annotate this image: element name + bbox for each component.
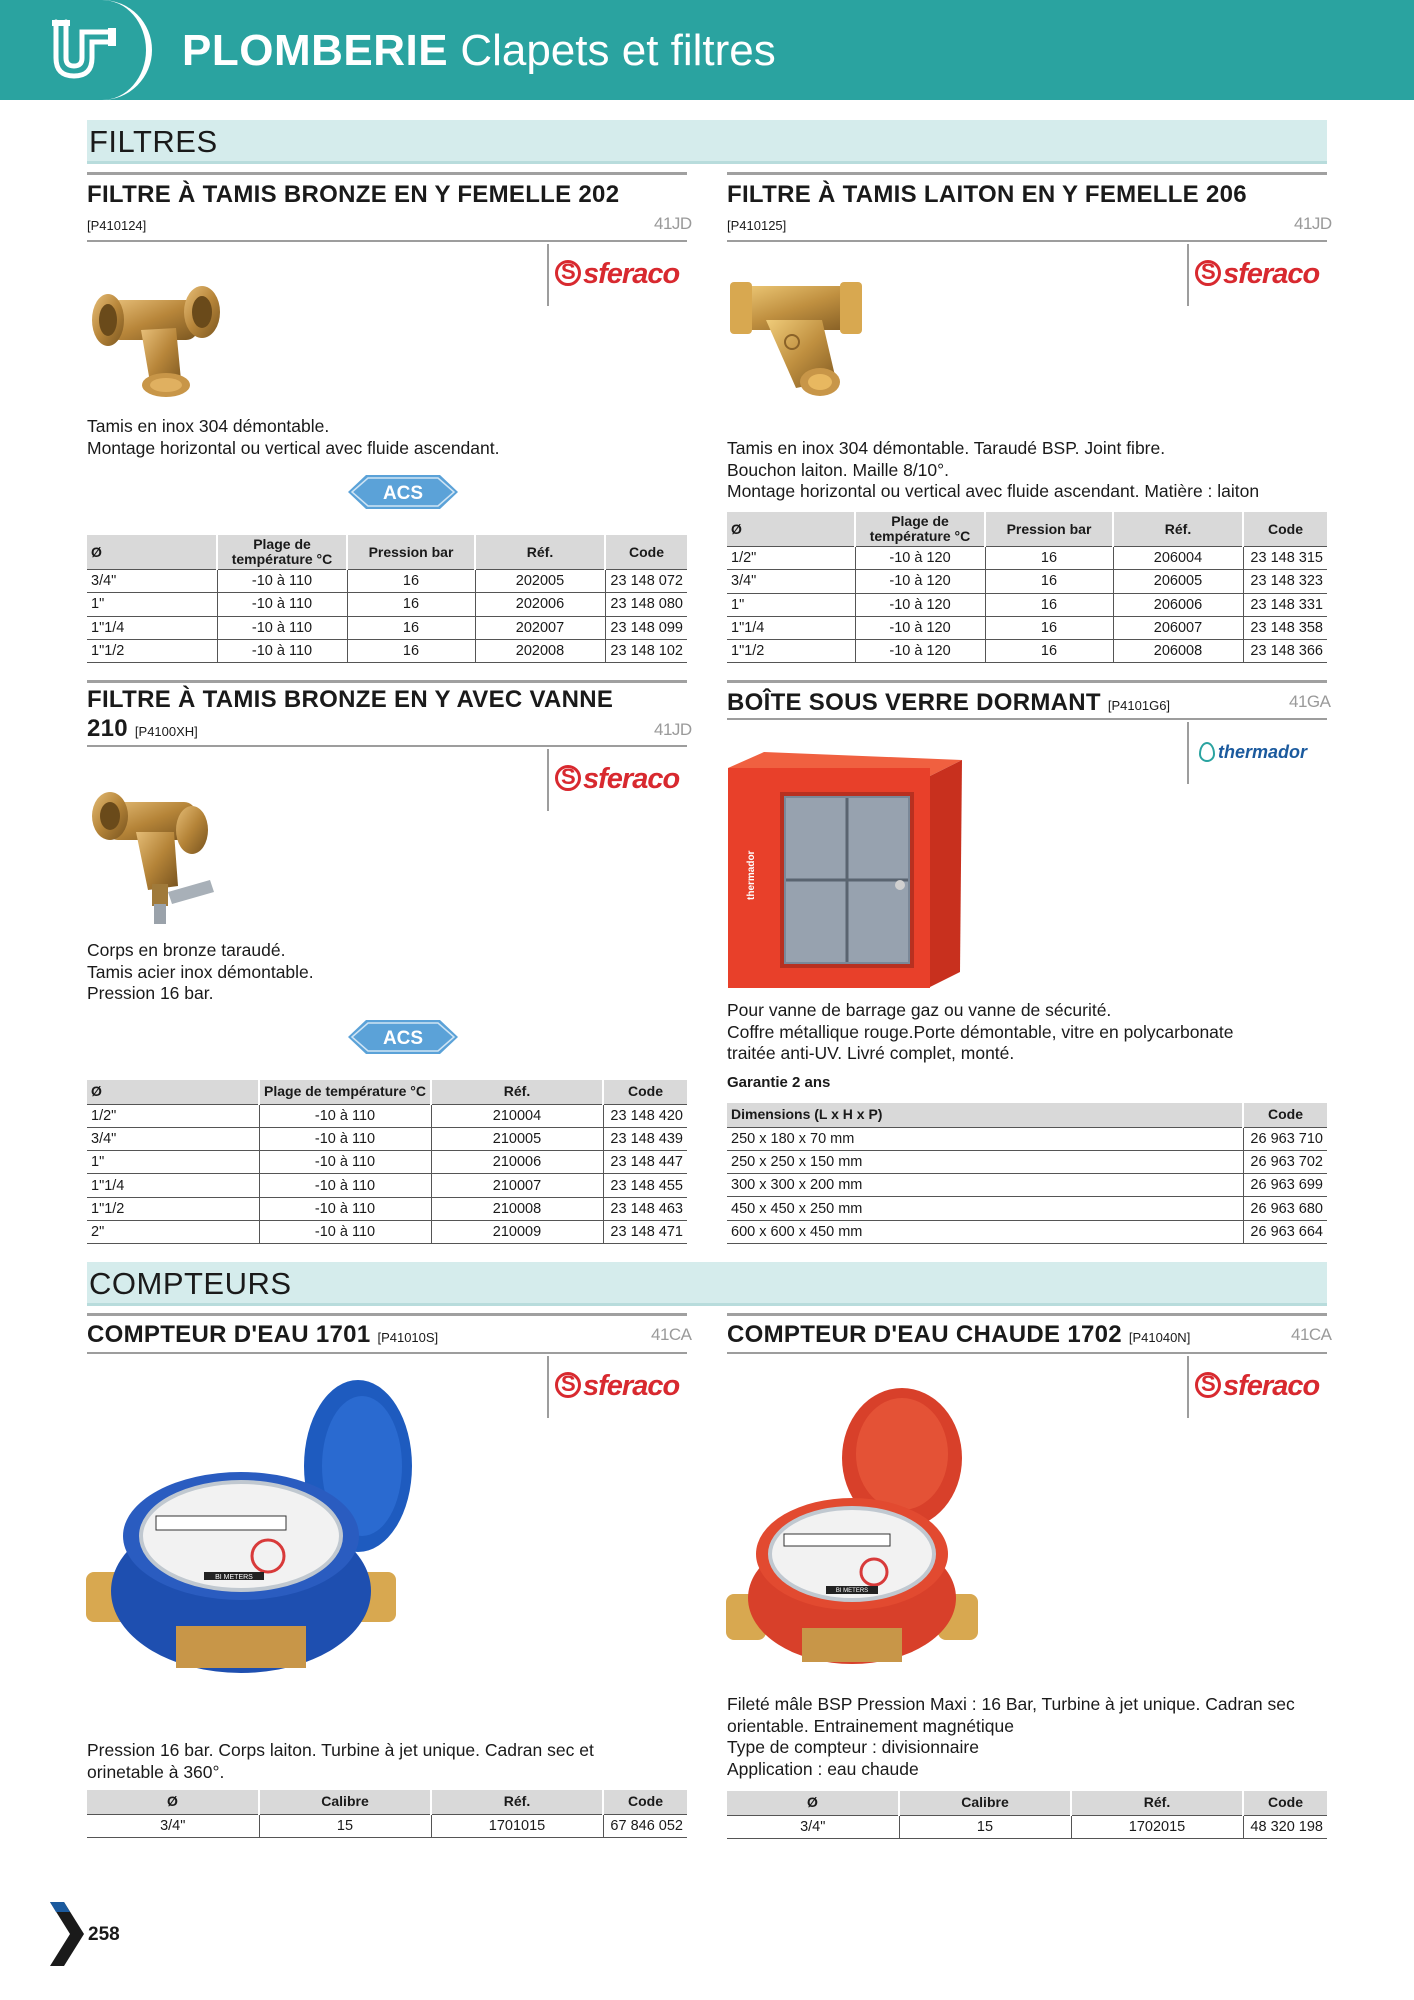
sferaco-logo-icon (1195, 1372, 1221, 1398)
sferaco-logo-icon (1195, 260, 1221, 286)
product-ref-206: [P410125] (727, 218, 787, 233)
spec-table-1702 (727, 1791, 1327, 1839)
table-row: 1"1/2 -10 à 110 210008 23 148 463 (87, 1197, 687, 1220)
table-header-row (87, 535, 687, 570)
rule (727, 1352, 1327, 1354)
rule (727, 240, 1327, 242)
product-desc-206: Tamis en inox 304 démontable. Taraudé BSP. Joint fibre. Bouchon laiton. Maille 8/10°. Montage horizontal ou vertical avec fluide ascendant. Matière : laiton (727, 438, 1260, 501)
col-header: Ø (87, 1080, 259, 1104)
col-header: Réf. (475, 535, 605, 570)
product-title-1701: COMPTEUR D'EAU 1701 [P41010S] (87, 1321, 439, 1348)
col-header: Ø (87, 1790, 259, 1814)
col-header: Plage de température °C (259, 1080, 431, 1104)
product-cat-210: 41JD (654, 720, 692, 739)
product-title-boite: BOÎTE SOUS VERRE DORMANT [P4101G6] (727, 689, 1171, 716)
product-desc-boite: Pour vanne de barrage gaz ou vanne de sécurité. Coffre métallique rouge.Porte démontable, vitre en polycarbonate traitée anti-UV. Livré complet, monté. (727, 1000, 1234, 1063)
guarantee-label: Garantie 2 ans (727, 1074, 831, 1091)
col-header: Ø (727, 512, 855, 547)
table-row: 250 x 180 x 70 mm 26 963 710 (727, 1127, 1327, 1150)
title-light: Clapets et filtres (460, 26, 776, 75)
spec-table-206 (727, 512, 1327, 663)
table-row: 300 x 300 x 200 mm 26 963 699 (727, 1174, 1327, 1197)
table-row: 1" -10 à 120 16 206006 23 148 331 (727, 593, 1327, 616)
col-header: Code (605, 535, 687, 570)
page-number: 258 (88, 1924, 120, 1945)
section-title-compteurs: COMPTEURS (89, 1266, 292, 1301)
brand-logo-thermador: thermador (1187, 722, 1327, 784)
page-title (182, 26, 776, 76)
table-row: 3/4" 15 1701015 67 846 052 (87, 1814, 687, 1837)
rule (87, 1313, 687, 1316)
col-header: Réf. (431, 1790, 603, 1814)
table-row: 3/4" 15 1702015 48 320 198 (727, 1815, 1327, 1838)
product-cat-boite: 41GA (1289, 692, 1331, 711)
col-header: Pression bar (985, 512, 1113, 547)
rule (87, 172, 687, 175)
table-row: 1/2" -10 à 120 16 206004 23 148 315 (727, 547, 1327, 570)
table-header-row (727, 512, 1327, 547)
meter-dial-label: BI METERS (835, 1588, 869, 1594)
rule (727, 172, 1327, 175)
col-header: Dimensions (L x H x P) (727, 1103, 1243, 1127)
table-row: 1" -10 à 110 16 202006 23 148 080 (87, 593, 687, 616)
brand-logo-sferaco: Ssferaco (547, 244, 687, 306)
plumbing-pipe-icon (50, 18, 122, 82)
col-header: Code (603, 1080, 687, 1104)
rule (87, 680, 687, 683)
table-row: 1"1/4 -10 à 110 210007 23 148 455 (87, 1174, 687, 1197)
table-header-row (727, 1103, 1327, 1127)
page-header (0, 0, 1414, 100)
product-desc-210: Corps en bronze taraudé. Tamis acier inox démontable. Pression 16 bar. (87, 940, 314, 1003)
product-cat-206: 41JD (1294, 214, 1332, 233)
product-title-1702: COMPTEUR D'EAU CHAUDE 1702 [P41040N] (727, 1321, 1191, 1348)
brand-logo-sferaco: Ssferaco (547, 749, 687, 811)
spec-table-210 (87, 1080, 687, 1244)
rule (87, 240, 687, 242)
sferaco-logo-icon (555, 765, 581, 791)
acs-badge (348, 1020, 458, 1054)
table-header-row (727, 1791, 1327, 1815)
product-desc-1702: Fileté mâle BSP Pression Maxi : 16 Bar, Turbine à jet unique. Cadran sec orientable. Entrainement magnétique Type de compteur : divisionnaire Application : eau chaude (727, 1694, 1295, 1779)
spec-table-1701 (87, 1790, 687, 1838)
table-row: 250 x 250 x 150 mm 26 963 702 (727, 1150, 1327, 1173)
box-brand-label: thermador (746, 850, 757, 900)
col-header: Code (1243, 512, 1327, 547)
water-meter-red-image (726, 1384, 986, 1664)
table-row: 1"1/2 -10 à 110 16 202008 23 148 102 (87, 639, 687, 662)
brand-logo-sferaco: Ssferaco (1187, 244, 1327, 306)
table-row: 600 x 600 x 450 mm 26 963 664 (727, 1220, 1327, 1243)
filter-202-image (86, 270, 226, 410)
rule (727, 680, 1327, 683)
section-compteurs (87, 1262, 1327, 1306)
water-meter-blue-image (86, 1376, 426, 1676)
rule (727, 1313, 1327, 1316)
col-header: Plage de température °C (855, 512, 985, 547)
table-row: 1" -10 à 110 210006 23 148 447 (87, 1151, 687, 1174)
table-row: 2" -10 à 110 210009 23 148 471 (87, 1220, 687, 1243)
spec-table-202 (87, 535, 687, 663)
col-header: Ø (87, 535, 217, 570)
col-header: Code (603, 1790, 687, 1814)
header-icon-tab (0, 0, 152, 100)
spec-table-boite (727, 1103, 1327, 1244)
table-row: 3/4" -10 à 120 16 206005 23 148 323 (727, 570, 1327, 593)
col-header: Ø (727, 1791, 899, 1815)
section-filtres (87, 120, 1327, 164)
page-arrow-icon (50, 1902, 84, 1966)
sferaco-logo-icon (555, 260, 581, 286)
filter-210-image (86, 776, 231, 931)
table-row: 1/2" -10 à 110 210004 23 148 420 (87, 1104, 687, 1127)
table-row: 3/4" -10 à 110 16 202005 23 148 072 (87, 570, 687, 593)
col-header: Code (1243, 1103, 1327, 1127)
col-header: Réf. (1113, 512, 1243, 547)
product-desc-1701: Pression 16 bar. Corps laiton. Turbine à jet unique. Cadran sec et orinetable à 360°. (87, 1740, 594, 1782)
product-desc-202: Tamis en inox 304 démontable. Montage horizontal ou vertical avec fluide ascendant. (87, 416, 500, 458)
meter-dial-label: BI METERS (215, 1574, 253, 1581)
col-header: Plage de température °C (217, 535, 347, 570)
product-cat-202: 41JD (654, 214, 692, 233)
product-title-206: FILTRE À TAMIS LAITON EN Y FEMELLE 206 (727, 181, 1247, 208)
table-row: 1"1/4 -10 à 120 16 206007 23 148 358 (727, 616, 1327, 639)
product-cat-1702: 41CA (1291, 1325, 1332, 1344)
table-header-row (87, 1790, 687, 1814)
col-header: Calibre (899, 1791, 1071, 1815)
acs-badge-label: ACS (382, 1028, 424, 1049)
table-header-row (87, 1080, 687, 1104)
col-header: Réf. (1071, 1791, 1243, 1815)
section-title-filtres: FILTRES (89, 124, 218, 159)
brand-logo-sferaco: Ssferaco (1187, 1356, 1327, 1418)
table-row: 1"1/4 -10 à 110 16 202007 23 148 099 (87, 616, 687, 639)
thermador-logo-icon (1199, 742, 1215, 762)
table-row: 1"1/2 -10 à 120 16 206008 23 148 366 (727, 640, 1327, 663)
col-header: Pression bar (347, 535, 475, 570)
rule (87, 745, 687, 747)
product-ref-202: [P410124] (87, 218, 147, 233)
product-cat-1701: 41CA (651, 1325, 692, 1344)
acs-badge-label: ACS (382, 483, 424, 504)
acs-badge (348, 475, 458, 509)
filter-206-image (726, 270, 866, 410)
brand-logo-sferaco: Ssferaco (547, 1356, 687, 1418)
col-header: Calibre (259, 1790, 431, 1814)
product-title-210: FILTRE À TAMIS BRONZE EN Y AVEC VANNE 210 [P4100XH] (87, 686, 614, 742)
col-header: Code (1243, 1791, 1327, 1815)
sferaco-logo-icon (555, 1372, 581, 1398)
rule (87, 1352, 687, 1354)
title-bold: PLOMBERIE (182, 26, 449, 75)
table-row: 450 x 450 x 250 mm 26 963 680 (727, 1197, 1327, 1220)
rule (727, 718, 1327, 720)
glass-box-image (724, 750, 964, 995)
product-title-202: FILTRE À TAMIS BRONZE EN Y FEMELLE 202 (87, 181, 620, 208)
table-row: 3/4" -10 à 110 210005 23 148 439 (87, 1127, 687, 1150)
col-header: Réf. (431, 1080, 603, 1104)
